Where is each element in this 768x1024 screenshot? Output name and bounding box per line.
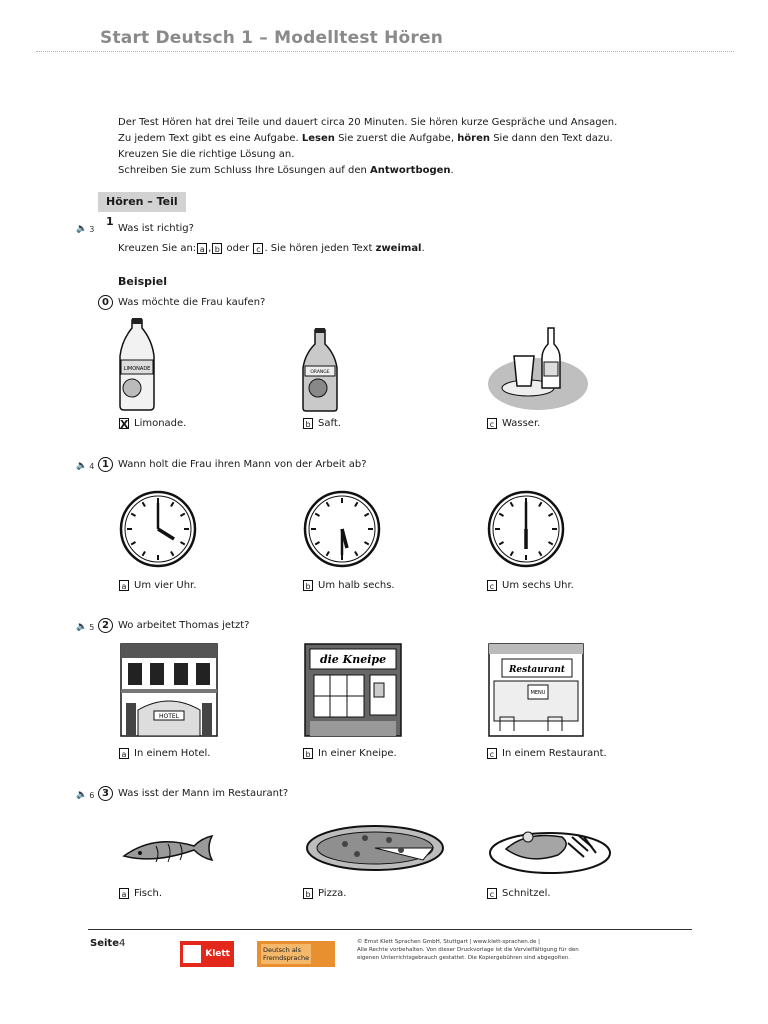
daf-logo: Deutsch als Fremdsprache	[257, 941, 335, 967]
example-answer-c[interactable]: c Wasser.	[486, 418, 540, 429]
checkbox-c[interactable]: c	[487, 418, 497, 429]
speaker-icon: 🔈	[76, 224, 88, 234]
clock-four-icon	[118, 489, 198, 569]
restaurant-image	[488, 643, 584, 738]
q1-answer-a[interactable]: a Um vier Uhr.	[118, 580, 196, 591]
checkbox-sample-b: b	[212, 243, 222, 254]
instruction-question: Was ist richtig?	[118, 223, 194, 234]
juice-bottle-image	[300, 328, 340, 413]
intro-line-3: Kreuzen Sie die richtige Lösung an.	[118, 149, 295, 160]
instruction-mark: Kreuzen Sie an: a , b oder c . Sie hören jeden Text zweimal .	[118, 243, 425, 254]
example-answer-a[interactable]: X Limonade.	[120, 418, 187, 431]
question-number: 0	[98, 295, 113, 310]
svg-text:LIMONADE: LIMONADE	[123, 366, 151, 372]
intro-line-2: Zu jedem Text gibt es eine Aufgabe. Lesen Sie zuerst die Aufgabe, hören Sie dann den Text dazu.	[118, 133, 613, 144]
schnitzel-image	[488, 815, 613, 877]
checkbox-b[interactable]: b	[303, 888, 313, 899]
fish-image	[120, 830, 230, 875]
checkbox-b[interactable]: b	[303, 748, 313, 759]
svg-text:ORANGE: ORANGE	[310, 370, 330, 375]
q2-answer-a[interactable]: a In einem Hotel.	[118, 748, 210, 759]
question-1: 1 Wann holt die Frau ihren Mann von der Arbeit ab?	[98, 457, 367, 472]
q2-answer-b[interactable]: b In einer Kneipe.	[302, 748, 397, 759]
kneipe-image	[304, 643, 402, 738]
example-answer-b[interactable]: b Saft.	[302, 418, 341, 429]
header-divider	[36, 51, 734, 52]
pizza-image	[305, 820, 445, 875]
intro-text	[118, 115, 678, 179]
lemonade-bottle-image	[112, 318, 162, 413]
example-heading: Beispiel	[118, 275, 168, 288]
audio-track-6[interactable]: 🔈 6	[76, 790, 95, 800]
svg-text:die Kneipe: die Kneipe	[319, 653, 387, 666]
question-number: 2	[98, 618, 113, 633]
question-3: 3 Was isst der Mann im Restaurant?	[98, 786, 288, 801]
clock-six-icon	[486, 489, 566, 569]
q3-answer-a[interactable]: a Fisch.	[118, 888, 162, 899]
checkbox-sample-c: c	[253, 243, 263, 254]
speaker-icon: 🔈	[76, 622, 88, 632]
checkbox-b[interactable]: b	[303, 418, 313, 429]
q1-answer-b[interactable]: b Um halb sechs.	[302, 580, 395, 591]
footer-divider	[88, 929, 692, 930]
checkbox-c[interactable]: c	[487, 748, 497, 759]
question-number: 3	[98, 786, 113, 801]
clock-half-six-icon	[302, 489, 382, 569]
checkbox-sample-a: a	[197, 243, 207, 254]
speaker-icon: 🔈	[76, 790, 88, 800]
checkbox-c[interactable]: c	[487, 888, 497, 899]
intro-line-4: Schreiben Sie zum Schluss Ihre Lösungen auf den Antwortbogen.	[118, 165, 454, 176]
checkbox-b[interactable]: b	[303, 580, 313, 591]
page-number: Seite4	[90, 938, 126, 949]
page-title: Start Deutsch 1 – Modelltest Hören	[100, 28, 444, 48]
copyright-notice: © Ernst Klett Sprachen GmbH, Stuttgart | www.klett-sprachen.de | Alle Rechte vorbehalten. Von dieser Druckvorlage ist die Vervielfältigung für den eigenen Unterrichtsgebrauch gestattet. Die Kopiergebühren sind abgegolten.	[357, 939, 579, 961]
hotel-image	[120, 643, 218, 738]
question-number: 1	[98, 457, 113, 472]
audio-track-5[interactable]: 🔈 5	[76, 622, 95, 632]
checkbox-a[interactable]: a	[119, 748, 129, 759]
example-question: 0 Was möchte die Frau kaufen?	[98, 295, 265, 310]
q2-answer-c[interactable]: c In einem Restaurant.	[486, 748, 607, 759]
q3-answer-b[interactable]: b Pizza.	[302, 888, 346, 899]
svg-text:Restaurant: Restaurant	[508, 665, 566, 675]
svg-text:MENU: MENU	[530, 690, 546, 696]
audio-track-3[interactable]: 🔈 3	[76, 224, 95, 234]
question-2: 2 Wo arbeitet Thomas jetzt?	[98, 618, 249, 633]
section-heading: Hören – Teil 1	[98, 192, 186, 212]
checkbox-c[interactable]: c	[487, 580, 497, 591]
checkbox-a[interactable]: a	[119, 580, 129, 591]
speaker-icon: 🔈	[76, 461, 88, 471]
checkbox-a[interactable]: a	[119, 888, 129, 899]
q1-answer-c[interactable]: c Um sechs Uhr.	[486, 580, 574, 591]
audio-track-4[interactable]: 🔈 4	[76, 461, 95, 471]
q3-answer-c[interactable]: c Schnitzel.	[486, 888, 551, 899]
klett-logo: Klett	[180, 941, 234, 967]
klett-logo-icon	[183, 945, 201, 963]
svg-text:HOTEL: HOTEL	[158, 713, 180, 720]
water-glass-image	[488, 326, 588, 411]
checkbox-a-checked[interactable]: X	[120, 418, 129, 431]
intro-line-1: Der Test Hören hat drei Teile und dauert circa 20 Minuten. Sie hören kurze Gespräche und Ansagen.	[118, 117, 618, 128]
